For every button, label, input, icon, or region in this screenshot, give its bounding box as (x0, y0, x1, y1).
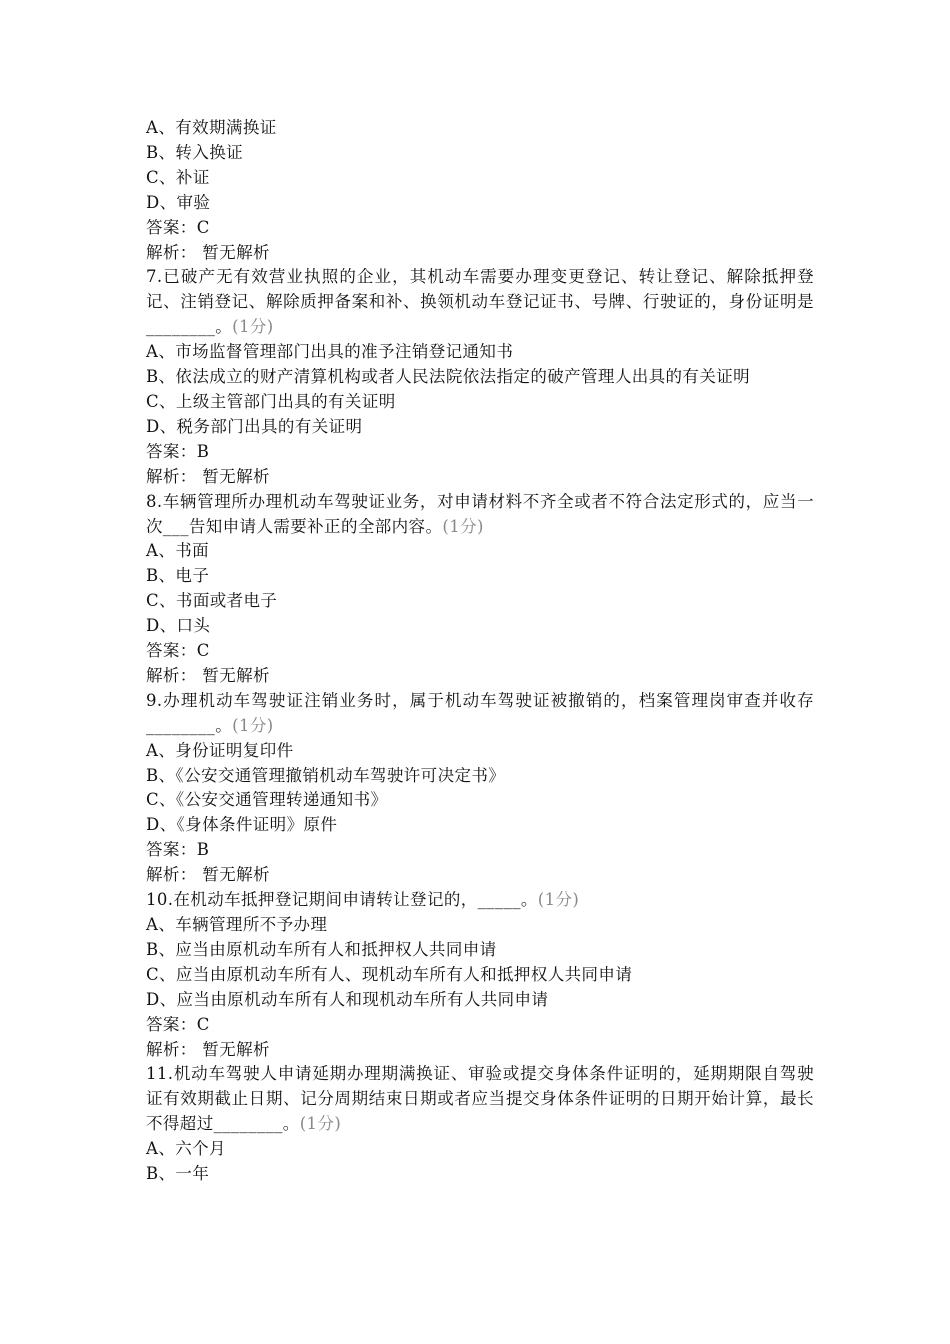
option-c: C、书面或者电子 (146, 591, 278, 611)
option-d: D、审验 (146, 192, 211, 212)
option-a: A、书面 (146, 541, 210, 561)
question-8 (146, 490, 814, 689)
answer: 答案：C (146, 641, 210, 661)
score-label: (1分) (299, 1114, 342, 1134)
question-stem: 11.机动车驾驶人申请延期办理期满换证、审验或提交身体条件证明的，延期期限自驾驶证有效期截止日期、记分周期结束日期或者应当提交身体条件证明的日期开始计算，最长不得超过________。 (146, 1064, 814, 1134)
score-label: (1分) (232, 317, 274, 337)
option-b: B、应当由原机动车所有人和抵押权人共同申请 (146, 939, 497, 959)
question-11 (146, 1062, 814, 1187)
answer: 答案：B (146, 441, 210, 461)
document-page (146, 116, 814, 1187)
analysis: 解析： 暂无解析 (146, 466, 270, 486)
pre-question-block (146, 116, 814, 265)
question-text (146, 689, 814, 739)
score-label: (1分) (232, 715, 274, 735)
analysis: 解析： 暂无解析 (146, 865, 270, 885)
option-d: D、应当由原机动车所有人和现机动车所有人共同申请 (146, 989, 549, 1009)
score-label: (1分) (442, 516, 484, 536)
question-7 (146, 265, 814, 489)
option-a: A、六个月 (146, 1139, 226, 1159)
option-b: B、依法成立的财产清算机构或者人民法院依法指定的破产管理人出具的有关证明 (146, 367, 751, 387)
option-c: C、上级主管部门出具的有关证明 (146, 391, 396, 411)
answer: 答案：C (146, 1014, 210, 1034)
analysis: 解析： 暂无解析 (146, 242, 270, 262)
score-label: (1分) (537, 890, 580, 910)
analysis: 解析： 暂无解析 (146, 665, 270, 685)
analysis: 解析： 暂无解析 (146, 1039, 270, 1059)
option-a: A、有效期满换证 (146, 118, 277, 137)
option-c: C、补证 (146, 167, 210, 187)
question-stem: 9.办理机动车驾驶证注销业务时，属于机动车驾驶证被撤销的，档案管理岗审查并收存________。 (146, 690, 814, 735)
answer: 答案：B (146, 840, 210, 860)
option-b: B、转入换证 (146, 142, 244, 162)
question-text (146, 490, 814, 540)
option-c: C、《公安交通管理转递通知书》 (146, 790, 388, 810)
question-text (146, 265, 814, 340)
option-d: D、口头 (146, 616, 211, 636)
question-stem: 7.已破产无有效营业执照的企业，其机动车需要办理变更登记、转让登记、解除抵押登记、注销登记、解除质押备案和补、换领机动车登记证书、号牌、行驶证的，身份证明是________。 (146, 267, 814, 337)
option-a: A、市场监督管理部门出具的准予注销登记通知书 (146, 342, 514, 362)
answer: 答案：C (146, 217, 210, 237)
option-a: A、身份证明复印件 (146, 740, 294, 760)
question-text (146, 888, 814, 913)
option-b: B、《公安交通管理撤销机动车驾驶许可决定书》 (146, 765, 506, 785)
option-b: B、电子 (146, 566, 210, 586)
option-d: D、税务部门出具的有关证明 (146, 416, 363, 436)
option-b: B、一年 (146, 1164, 210, 1184)
question-stem: 10.在机动车抵押登记期间申请转让登记的，_____。 (146, 890, 538, 910)
option-a: A、车辆管理所不予办理 (146, 915, 328, 934)
option-c: C、应当由原机动车所有人、现机动车所有人和抵押权人共同申请 (146, 964, 633, 984)
option-d: D、《身体条件证明》原件 (146, 815, 338, 835)
question-text (146, 1062, 814, 1137)
question-10 (146, 888, 814, 1062)
question-stem: 8.车辆管理所办理机动车驾驶证业务，对申请材料不齐全或者不符合法定形式的，应当一次___告知申请人需要补正的全部内容。 (146, 491, 814, 536)
question-9 (146, 689, 814, 888)
